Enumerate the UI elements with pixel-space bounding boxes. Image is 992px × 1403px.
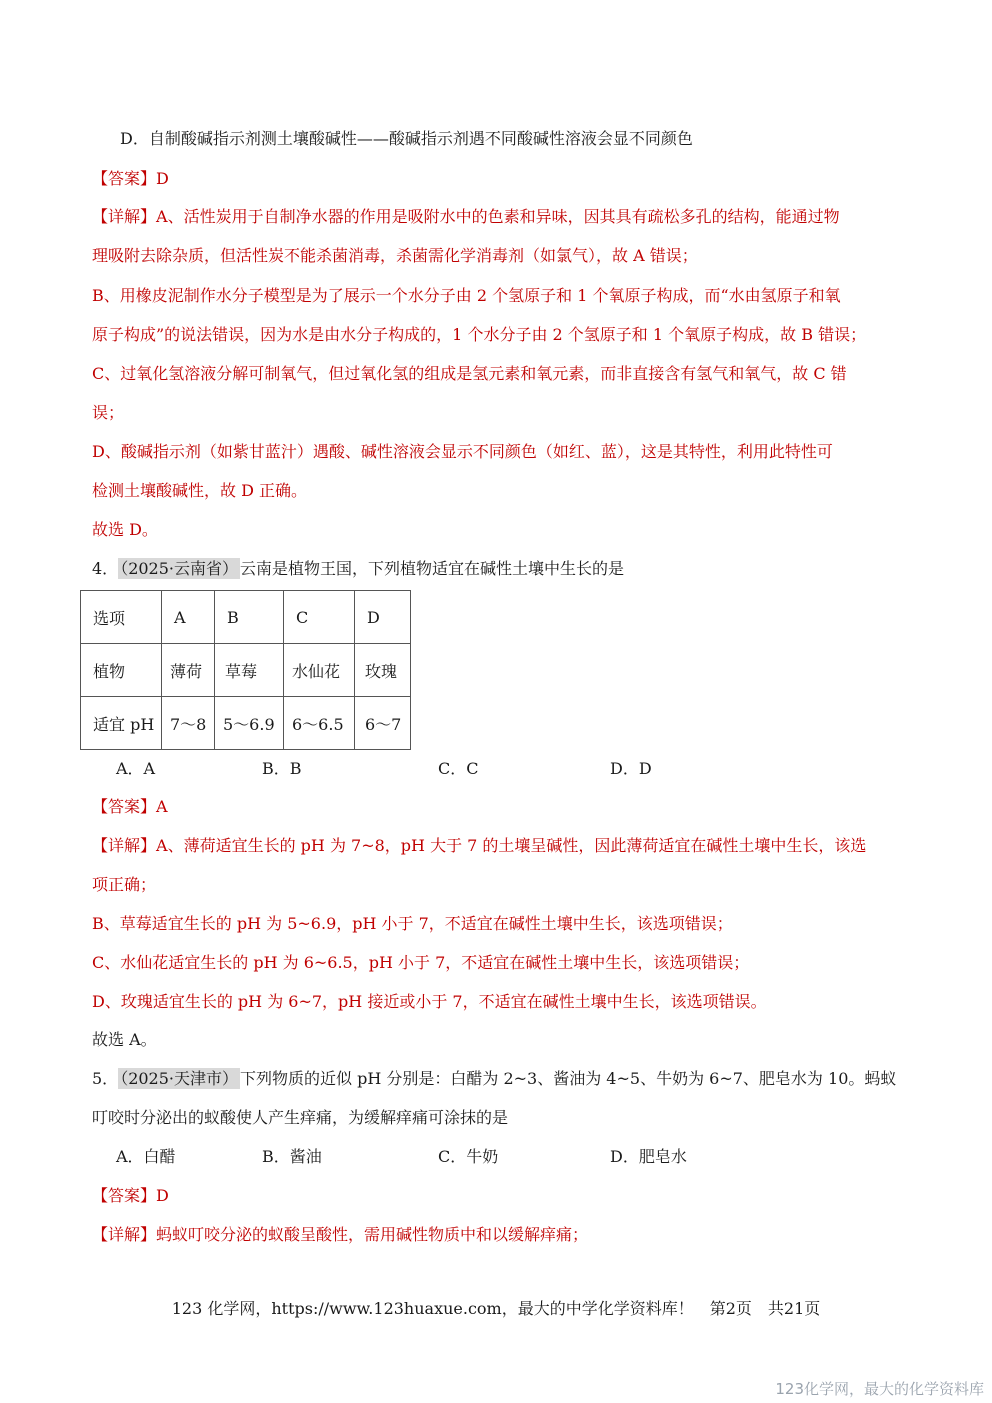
q5-option-a: A．白醋 bbox=[116, 1147, 176, 1166]
detail-text: 蚂蚁叮咬分泌的蚁酸呈酸性，需用碱性物质中和以缓解痒痛； bbox=[156, 1225, 589, 1244]
q5-option-c: C．牛奶 bbox=[438, 1147, 499, 1166]
table-row bbox=[81, 697, 411, 750]
q4-detail-line: C、水仙花适宜生长的 pH 为 6~6.5，pH 小于 7，不适宜在碱性土壤中生长，该选项错误； bbox=[92, 953, 750, 972]
q3-detail-line: 原子构成”的说法错误，因为水是由水分子构成的，1 个水分子由 2 个氢原子和 1 个氧原子构成，故 B 错误； bbox=[92, 325, 867, 344]
table-cell: 适宜 pH bbox=[81, 697, 162, 750]
table-cell: 7～8 bbox=[162, 697, 215, 750]
q4-option-a: A．A bbox=[116, 759, 156, 778]
detail-text: A、活性炭用于自制净水器的作用是吸附水中的色素和异味，因其具有疏松多孔的结构，能通过物 bbox=[156, 207, 840, 226]
table-row bbox=[81, 591, 411, 644]
answer-tag: 【答案】 bbox=[92, 797, 157, 816]
table-cell: 薄荷 bbox=[162, 644, 215, 697]
detail-tag: 【详解】 bbox=[92, 836, 157, 855]
q4-conclusion: 故选 A。 bbox=[92, 1030, 157, 1049]
page-footer: 123 化学网，https://www.123huaxue.com，最大的中学化学资料库！ 第2页 共21页 bbox=[171, 1299, 821, 1318]
q3-detail-line: D、酸碱指示剂（如紫甘蓝汁）遇酸、碱性溶液会显示不同颜色（如红、蓝），这是其特性，利用此特性可 bbox=[92, 442, 833, 461]
table-cell: 草莓 bbox=[215, 644, 284, 697]
table-cell: 选项 bbox=[81, 591, 162, 644]
detail-text: A、薄荷适宜生长的 pH 为 7~8，pH 大于 7 的土壤呈碱性，因此薄荷适宜在碱性土壤中生长，该选 bbox=[156, 836, 867, 855]
q3-option-d: D．自制酸碱指示剂测土壤酸碱性——酸碱指示剂遇不同酸碱性溶液会显不同颜色 bbox=[120, 129, 693, 148]
q3-detail-line: C、过氧化氢溶液分解可制氧气，但过氧化氢的组成是氢元素和氧元素，而非直接含有氢气和氧气，故 C 错 bbox=[92, 364, 847, 383]
table-cell: 玫瑰 bbox=[355, 644, 411, 697]
q5-detail-line bbox=[92, 1224, 588, 1246]
table-cell: A bbox=[162, 591, 215, 644]
question-number: 5． bbox=[92, 1069, 119, 1088]
q4-detail-line: 项正确； bbox=[92, 875, 157, 894]
table-cell: B bbox=[215, 591, 284, 644]
watermark: 123化学网，最大的化学资料库 bbox=[775, 1380, 984, 1398]
q3-answer bbox=[92, 168, 169, 190]
q4-answer bbox=[92, 796, 168, 818]
q3-detail-line: 故选 D。 bbox=[92, 520, 158, 539]
q5-stem bbox=[92, 1068, 896, 1090]
answer-value: D bbox=[156, 169, 169, 188]
q4-option-b: B．B bbox=[262, 759, 302, 778]
table-cell: C bbox=[284, 591, 355, 644]
answer-tag: 【答案】 bbox=[92, 169, 157, 188]
q4-option-d: D．D bbox=[610, 759, 652, 778]
answer-value: D bbox=[156, 1186, 169, 1205]
table-cell: 6～7 bbox=[355, 697, 411, 750]
q5-stem-line: 叮咬时分泌出的蚁酸使人产生痒痛，为缓解痒痛可涂抹的是 bbox=[92, 1108, 509, 1127]
question-source: （2025·云南省） bbox=[120, 559, 238, 578]
q3-detail-line: 误； bbox=[92, 403, 125, 422]
q4-stem bbox=[92, 558, 624, 580]
answer-tag: 【答案】 bbox=[92, 1186, 157, 1205]
q4-option-c: C．C bbox=[438, 759, 479, 778]
q5-option-b: B．酱油 bbox=[262, 1147, 322, 1166]
q5-answer bbox=[92, 1185, 169, 1207]
table-cell: 6～6.5 bbox=[284, 697, 355, 750]
question-source: （2025·天津市） bbox=[120, 1069, 238, 1088]
q3-detail-line: B、用橡皮泥制作水分子模型是为了展示一个水分子由 2 个氢原子和 1 个氧原子构成，而“水由氢原子和氧 bbox=[92, 286, 841, 305]
q4-detail-line: D、玫瑰适宜生长的 pH 为 6~7，pH 接近或小于 7，不适宜在碱性土壤中生长，该选项错误。 bbox=[92, 992, 767, 1011]
q5-option-d: D．肥皂水 bbox=[610, 1147, 687, 1166]
detail-tag: 【详解】 bbox=[92, 207, 157, 226]
table-cell: D bbox=[355, 591, 411, 644]
ph-table bbox=[80, 590, 411, 750]
q3-detail-line: 检测土壤酸碱性，故 D 正确。 bbox=[92, 481, 308, 500]
q4-detail-line bbox=[92, 835, 866, 857]
q3-detail-line bbox=[92, 206, 840, 228]
q4-detail-line: B、草莓适宜生长的 pH 为 5~6.9，pH 小于 7，不适宜在碱性土壤中生长，该选项错误； bbox=[92, 914, 733, 933]
table-cell: 水仙花 bbox=[284, 644, 355, 697]
question-text: 下列物质的近似 pH 分别是：白醋为 2~3、酱油为 4~5、牛奶为 6~7、肥皂水为 10。蚂蚁 bbox=[240, 1069, 897, 1088]
table-cell: 植物 bbox=[81, 644, 162, 697]
answer-value: A bbox=[156, 797, 168, 816]
detail-tag: 【详解】 bbox=[92, 1225, 157, 1244]
q3-detail-line: 理吸附去除杂质，但活性炭不能杀菌消毒，杀菌需化学消毒剂（如氯气），故 A 错误； bbox=[92, 246, 698, 265]
question-text: 云南是植物王国，下列植物适宜在碱性土壤中生长的是 bbox=[240, 559, 625, 578]
question-number: 4． bbox=[92, 559, 119, 578]
table-row bbox=[81, 644, 411, 697]
table-cell: 5～6.9 bbox=[215, 697, 284, 750]
